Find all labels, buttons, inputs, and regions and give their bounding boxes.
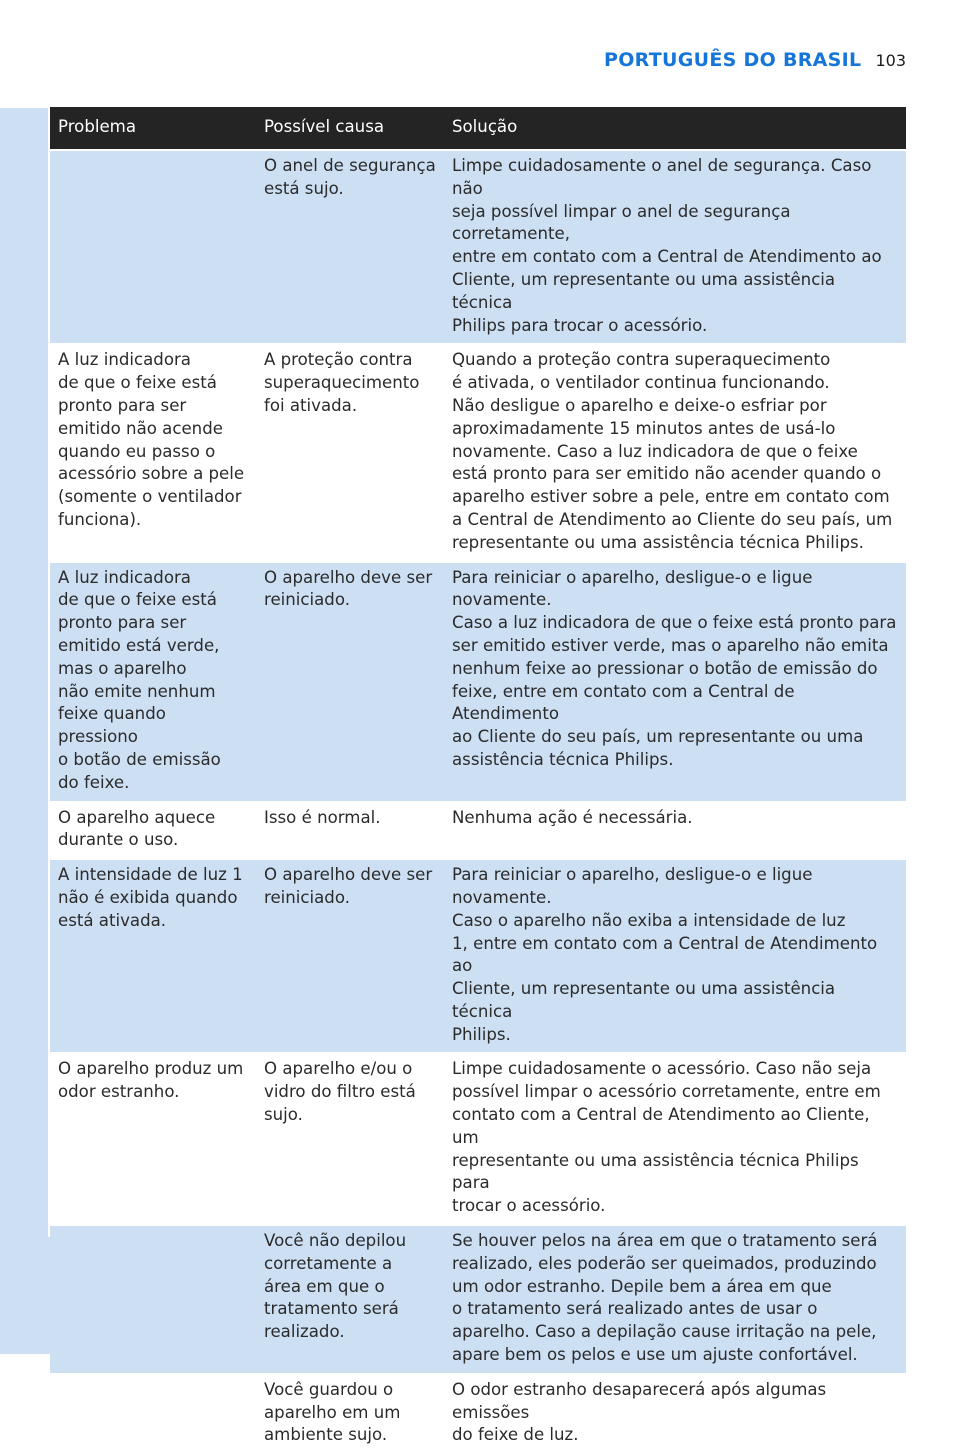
solution-cell: Nenhuma ação é necessária.: [444, 803, 906, 859]
table-row: [50, 151, 906, 343]
language-section-title: PORTUGUÊS DO BRASIL: [603, 49, 862, 71]
cause-cell: Você não depilou corretamente a área em que o tratamento será realizado.: [256, 1226, 444, 1373]
side-color-strip: [0, 108, 48, 1354]
problem-cell: A luz indicadora de que o feixe está pronto para ser emitido está verde, mas o aparelho não emite nenhum feixe quando pressiono o botão de emissão do feixe.: [50, 563, 256, 801]
table-header-row: [50, 107, 906, 149]
cause-cell: O aparelho deve ser reiniciado.: [256, 860, 444, 1052]
column-header-problem: Problema: [50, 107, 256, 149]
solution-cell: Limpe cuidadosamente o acessório. Caso não seja possível limpar o acessório corretamente, entre em contato com a Central de Atendimento ao Cliente, um representante ou uma assistência técnica Philips para trocar o acessório.: [444, 1054, 906, 1224]
solution-cell: Para reiniciar o aparelho, desligue-o e ligue novamente. Caso a luz indicadora de que o feixe está pronto para ser emitido estiver verde, mas o aparelho não emita nenhum feixe ao pressionar o botão de emissão do feixe, entre em contato com a Central de Atendimento ao Cliente do seu país, um representante ou uma assistência técnica Philips.: [444, 563, 906, 801]
cause-cell: O aparelho deve ser reiniciado.: [256, 563, 444, 801]
cause-cell: Isso é normal.: [256, 803, 444, 859]
problem-cell: A luz indicadora de que o feixe está pronto para ser emitido não acende quando eu passo o acessório sobre a pele (somente o ventilador funciona).: [50, 345, 256, 560]
cause-cell: O aparelho e/ou o vidro do filtro está sujo.: [256, 1054, 444, 1224]
table-row: [50, 1226, 906, 1373]
page-header: [604, 49, 906, 71]
solution-cell: Quando a proteção contra superaquecimento é ativada, o ventilador continua funcionando. Não desligue o aparelho e deixe-o esfriar por aproximadamente 15 minutos antes de usá-lo novamente. Caso a luz indicadora de que o feixe está pronto para ser emitido não acender quando o aparelho estiver sobre a pele, entre em contato com a Central de Atendimento ao Cliente do seu país, um representante ou uma assistência técnica Philips.: [444, 345, 906, 560]
problem-cell: [50, 1375, 256, 1453]
problem-cell: O aparelho produz um odor estranho.: [50, 1054, 256, 1224]
column-header-cause: Possível causa: [256, 107, 444, 149]
problem-cell: O aparelho aquece durante o uso.: [50, 803, 256, 859]
solution-cell: O odor estranho desaparecerá após algumas emissões do feixe de luz.: [444, 1375, 906, 1453]
table-row: [50, 1375, 906, 1453]
table-row: [50, 1054, 906, 1224]
table-row: [50, 803, 906, 859]
table-row: [50, 345, 906, 560]
cause-cell: A proteção contra superaquecimento foi ativada.: [256, 345, 444, 560]
cause-cell: Você guardou o aparelho em um ambiente sujo.: [256, 1375, 444, 1453]
solution-cell: Limpe cuidadosamente o anel de segurança. Caso não seja possível limpar o anel de segurança corretamente, entre em contato com a Central de Atendimento ao Cliente, um representante ou uma assistência técnica Philips para trocar o acessório.: [444, 151, 906, 343]
page-number: 103: [875, 51, 906, 70]
column-header-solution: Solução: [444, 107, 906, 149]
table-row: [50, 563, 906, 801]
problem-cell: A intensidade de luz 1 não é exibida quando está ativada.: [50, 860, 256, 1052]
problem-cell: [50, 1226, 256, 1373]
table-row: [50, 860, 906, 1052]
solution-cell: Se houver pelos na área em que o tratamento será realizado, eles poderão ser queimados, produzindo um odor estranho. Depile bem a área em que o tratamento será realizado antes de usar o aparelho. Caso a depilação cause irritação na pele, apare bem os pelos e use um ajuste confortável.: [444, 1226, 906, 1373]
solution-cell: Para reiniciar o aparelho, desligue-o e ligue novamente. Caso o aparelho não exiba a intensidade de luz 1, entre em contato com a Central de Atendimento ao Cliente, um representante ou uma assistência técnica Philips.: [444, 860, 906, 1052]
cause-cell: O anel de segurança está sujo.: [256, 151, 444, 343]
troubleshooting-table: [50, 105, 906, 1455]
problem-cell: [50, 151, 256, 343]
